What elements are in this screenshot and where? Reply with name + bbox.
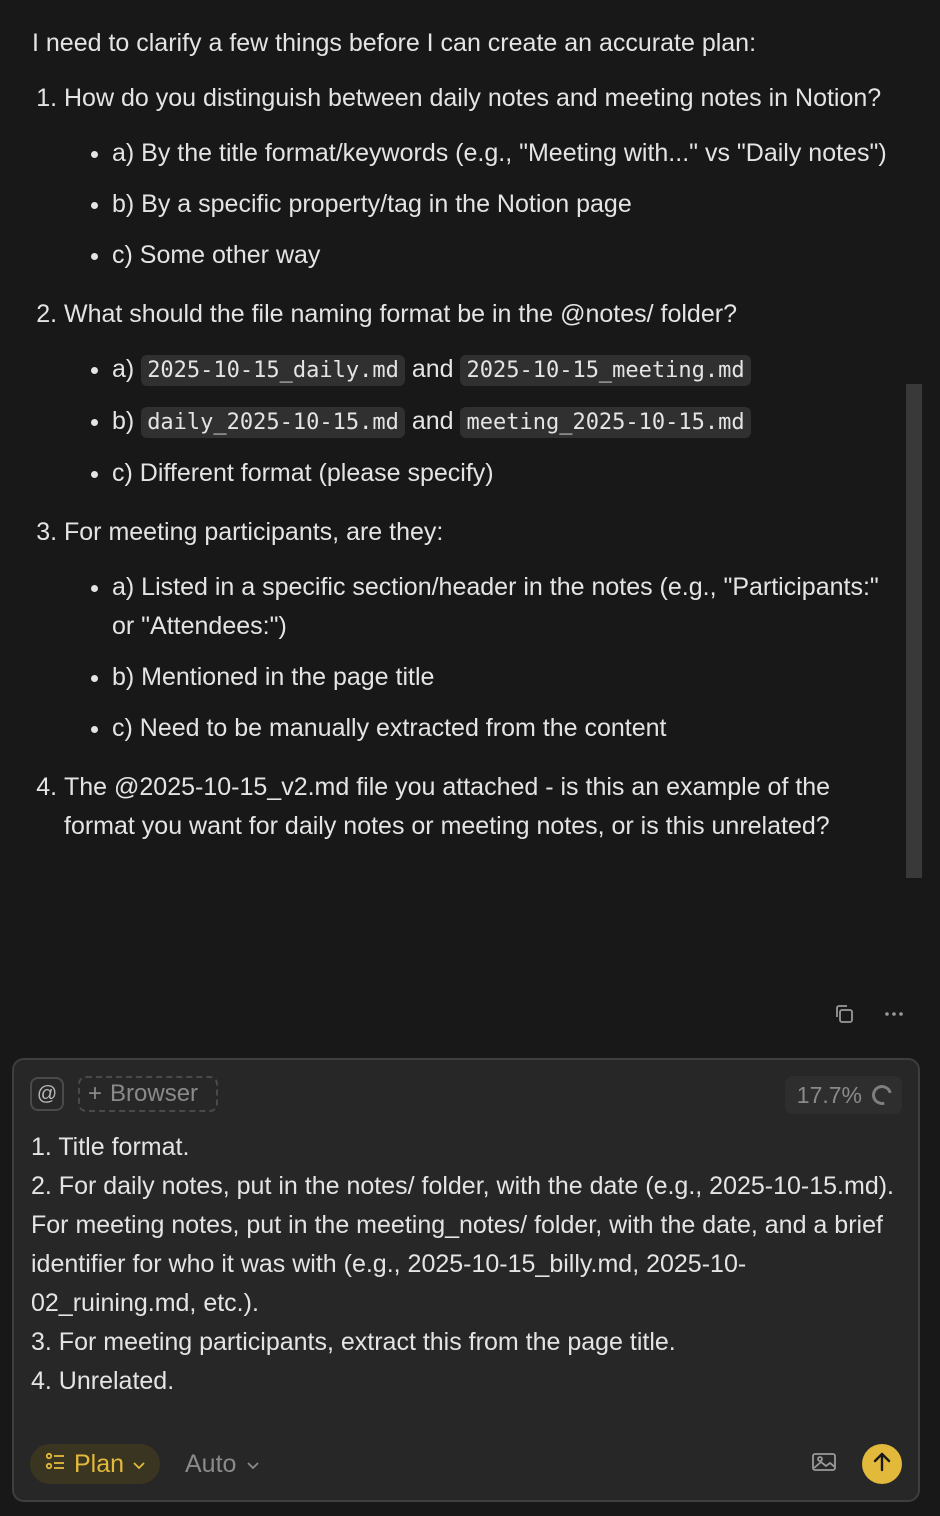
attach-image-button[interactable]: [808, 1448, 840, 1480]
option-prefix: b): [112, 407, 135, 435]
question-2-options: [64, 350, 890, 493]
question-4: [64, 768, 890, 846]
context-usage-indicator[interactable]: [785, 1076, 902, 1114]
question-1-options: [64, 134, 890, 275]
plan-list-icon: [44, 1450, 66, 1479]
arrow-up-icon: [872, 1451, 892, 1478]
option-item: • b) By a specific property/tag in the Notion page: [112, 185, 890, 224]
option-item: [112, 402, 890, 442]
option-item: • a) By the title format/keywords (e.g., "Meeting with..." vs "Daily notes"): [112, 134, 890, 173]
option-item: • c) Different format (please specify): [112, 454, 890, 493]
option-item: • c) Need to be manually extracted from the content: [112, 709, 890, 748]
composer-line: 2. For daily notes, put in the notes/ folder, with the date (e.g., 2025-10-15.md). For meeting notes, put in the meeting_notes/ folder, with the date, and a brief identifier for who it was with (e.g., 2025-10-15_billy.md, 2025-10-02_ruining.md, etc.).: [31, 1172, 895, 1317]
image-icon: [811, 1451, 837, 1478]
chat-composer: [12, 1058, 920, 1502]
question-4-text: The @2025-10-15_v2.md file you attached - is this an example of the format you want for daily notes or meeting notes, or is this unrelated?: [64, 773, 831, 840]
mode-label: Plan: [74, 1449, 125, 1478]
inline-code: 2025-10-15_meeting.md: [460, 355, 750, 386]
question-2: [64, 295, 890, 493]
composer-toolbar-bottom: [30, 1444, 902, 1484]
chevron-down-icon: [132, 1450, 146, 1479]
question-3-text: For meeting participants, are they:: [64, 518, 444, 546]
inline-code: 2025-10-15_daily.md: [141, 355, 405, 386]
question-1: [64, 79, 890, 275]
scrollbar-thumb[interactable]: [906, 384, 922, 878]
browser-label: Browser: [110, 1080, 199, 1107]
message-actions: [832, 998, 906, 1030]
chevron-down-icon: [246, 1450, 260, 1479]
plus-icon: +: [88, 1080, 103, 1107]
inline-code: daily_2025-10-15.md: [141, 407, 405, 438]
option-item: • c) Some other way: [112, 236, 890, 275]
option-item: [112, 350, 890, 390]
question-3: [64, 513, 890, 748]
option-prefix: a): [112, 355, 135, 383]
question-list: [32, 79, 890, 846]
context-usage-value: 17.7%: [796, 1081, 862, 1108]
mode-selector-button[interactable]: [30, 1444, 160, 1484]
option-conjunction: and: [411, 407, 454, 435]
composer-line: 4. Unrelated.: [31, 1367, 175, 1395]
model-label: Auto: [185, 1449, 237, 1478]
composer-line: 1. Title format.: [31, 1133, 190, 1161]
progress-ring-icon: [868, 1081, 895, 1108]
mention-button[interactable]: @: [30, 1077, 64, 1111]
model-selector-button[interactable]: [185, 1444, 260, 1484]
option-item: • b) Mentioned in the page title: [112, 658, 890, 697]
add-browser-context-button[interactable]: [78, 1076, 218, 1112]
question-1-text: How do you distinguish between daily notes and meeting notes in Notion?: [64, 84, 882, 112]
option-conjunction: and: [411, 355, 454, 383]
message-intro: I need to clarify a few things before I can create an accurate plan:: [32, 29, 757, 57]
more-horizontal-icon[interactable]: [882, 998, 906, 1030]
composer-input[interactable]: [31, 1128, 901, 1401]
send-button[interactable]: [862, 1444, 902, 1484]
composer-line: 3. For meeting participants, extract this from the page title.: [31, 1328, 676, 1356]
inline-code: meeting_2025-10-15.md: [460, 407, 750, 438]
composer-toolbar-top: [30, 1076, 902, 1116]
copy-icon[interactable]: [832, 998, 856, 1030]
option-item: • a) Listed in a specific section/header in the notes (e.g., "Participants:" or "Attendees:"): [112, 568, 890, 646]
question-2-text: What should the file naming format be in the @notes/ folder?: [64, 300, 737, 328]
assistant-message: [32, 24, 890, 866]
question-3-options: [64, 568, 890, 748]
